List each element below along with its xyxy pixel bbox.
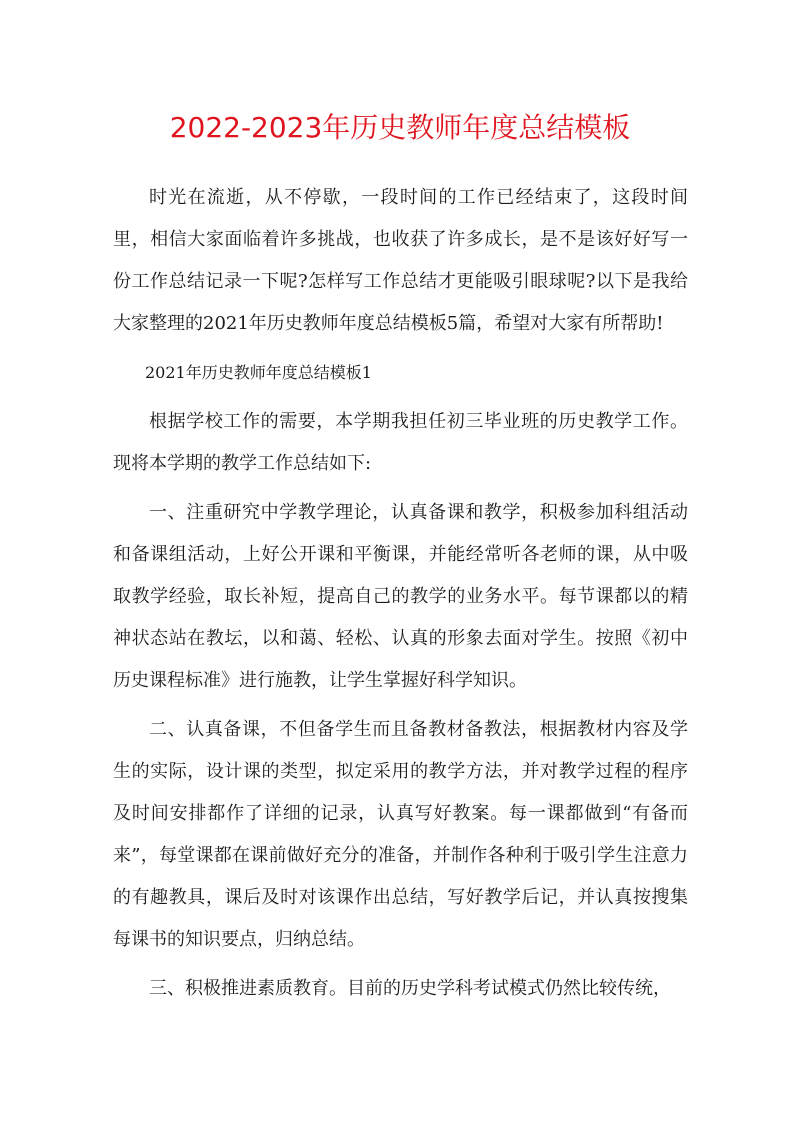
document-body xyxy=(113,177,688,1010)
intro-paragraph: 时光在流逝，从不停歇，一段时间的工作已经结束了，这段时间里，相信大家面临着许多挑战，也收获了许多成长，是不是该好好写一份工作总结记录一下呢?怎样写工作总结才更能吸引眼球呢?以下是我给大家整理的2021年历史教师年度总结模板5篇，希望对大家有所帮助! xyxy=(113,187,688,334)
opening-paragraph: 根据学校工作的需要，本学期我担任初三毕业班的历史教学工作。现将本学期的教学工作总结如下: xyxy=(113,411,688,474)
document-title: 2022-2023年历史教师年度总结模板 xyxy=(169,111,631,144)
point-three-paragraph: 三、积极推进素质教育。目前的历史学科考试模式仍然比较传统， xyxy=(149,978,671,999)
point-one-paragraph: 一、注重研究中学教学理论，认真备课和教学，积极参加科组活动和备课组活动，上好公开课和平衡课，并能经常听各老师的课，从中吸取教学经验，取长补短，提高自己的教学的业务水平。每节课都以的精神状态站在教坛，以和蔼、轻松、认真的形象去面对学生。按照《初中历史课程标准》进行施教，让学生掌握好科学知识。 xyxy=(113,502,688,691)
point-two-paragraph: 二、认真备课，不但备学生而且备教材备教法，根据教材内容及学生的实际，设计课的类型，拟定采用的教学方法，并对教学过程的程序及时间安排都作了详细的记录，认真写好教案。每一课都做到“有备而来”，每堂课都在课前做好充分的准备，并制作各种利于吸引学生注意力的有趣教具，课后及时对该课作出总结，写好教学后记，并认真按搜集每课书的知识要点，归纳总结。 xyxy=(113,719,688,950)
section-heading: 2021年历史教师年度总结模板1 xyxy=(145,363,372,382)
